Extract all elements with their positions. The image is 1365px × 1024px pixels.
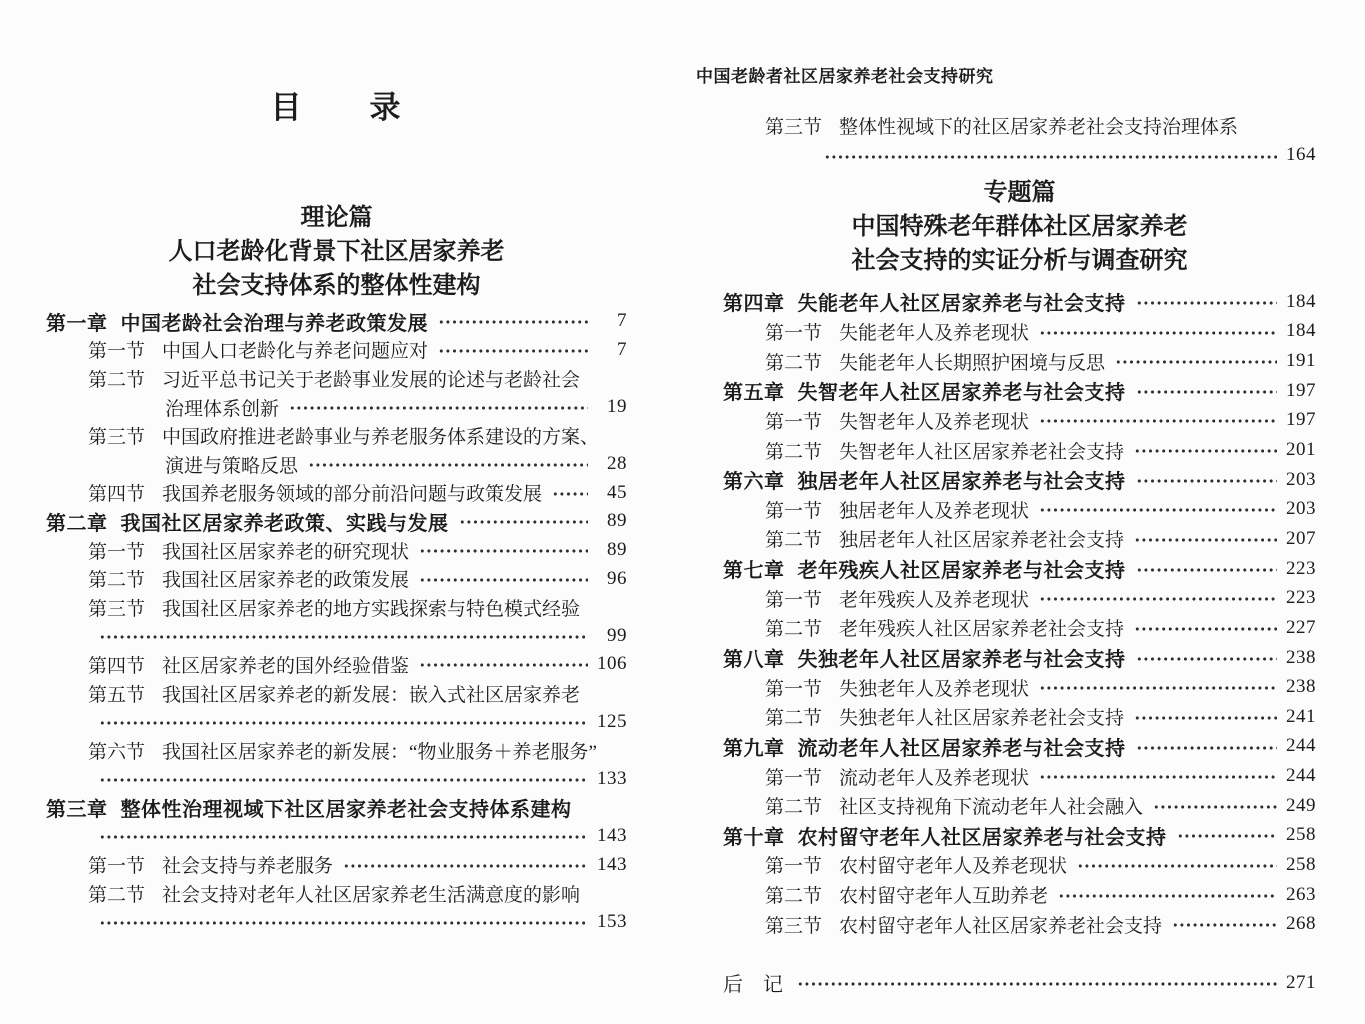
dot-leader xyxy=(1038,672,1277,702)
entry-label: 第十章 xyxy=(723,826,785,849)
toc-section-entry xyxy=(723,317,1316,347)
entry-title: 失独老年人及养老现状 xyxy=(839,678,1030,700)
entry-title: 失能老年人长期照护困境与反思 xyxy=(839,352,1106,374)
entry-label: 第二节 xyxy=(88,884,146,906)
toc-chapter-entry xyxy=(723,732,1316,762)
toc-chapter-entry xyxy=(723,287,1316,317)
entry-label: 第七章 xyxy=(723,560,785,583)
entry-label: 第一节 xyxy=(88,856,146,878)
dot-leader xyxy=(1135,465,1278,495)
entry-label: 第二节 xyxy=(765,886,823,908)
entry-title: 老年残疾人社区居家养老社会支持 xyxy=(839,619,1125,641)
dot-leader xyxy=(418,536,588,565)
page-number: 89 xyxy=(607,510,627,532)
entry-label: 第一节 xyxy=(88,341,146,363)
part-heading-line: 社会支持的实证分析与调查研究 xyxy=(851,248,1188,274)
entry-title: 我国养老服务领域的部分前沿问题与政策发展 xyxy=(162,484,543,506)
toc-chapter-entry xyxy=(723,554,1316,584)
page-number: 28 xyxy=(607,453,627,475)
entry-title: 农村留守老年人社区居家养老与社会支持 xyxy=(797,826,1167,849)
entry-label: 第四节 xyxy=(88,655,146,677)
dot-leader xyxy=(1133,613,1277,643)
dot-leader xyxy=(1038,406,1277,436)
page-number: 19 xyxy=(607,396,627,418)
toc-section-entry xyxy=(723,346,1316,376)
page-number: 45 xyxy=(607,481,627,503)
toc-section-entry xyxy=(46,650,627,679)
page-number: 201 xyxy=(1286,439,1316,461)
entry-label: 第一章 xyxy=(46,312,108,335)
page-number: 164 xyxy=(1286,144,1316,166)
dot-leader xyxy=(98,822,588,851)
dot-leader xyxy=(1135,376,1278,406)
page-number: 258 xyxy=(1286,853,1316,875)
toc-section-entry xyxy=(723,583,1316,613)
toc-section-entry xyxy=(723,672,1316,702)
entry-label: 第三节 xyxy=(765,915,823,937)
page-number: 143 xyxy=(597,853,627,875)
dot-leader xyxy=(437,307,588,336)
dot-leader xyxy=(1038,761,1277,791)
page-number: 197 xyxy=(1286,379,1316,401)
toc-section-entry xyxy=(723,702,1316,732)
part-heading-theory xyxy=(46,201,627,303)
entry-title: 中国政府推进老龄事业与养老服务体系建设的方案、 xyxy=(162,427,600,449)
entry-title: 失独老年人社区居家养老社会支持 xyxy=(839,708,1125,730)
entry-title: 农村留守老年人及养老现状 xyxy=(839,856,1068,878)
part-heading-line: 理论篇 xyxy=(300,205,373,231)
page-number: 238 xyxy=(1286,676,1316,698)
dot-leader xyxy=(98,622,588,651)
backmatter-label: 后 记 xyxy=(723,974,783,997)
dot-leader xyxy=(1135,732,1278,762)
page-number: 184 xyxy=(1286,290,1316,312)
entry-label: 第三节 xyxy=(88,427,146,449)
entry-title: 治理体系创新 xyxy=(165,398,280,420)
dot-leader xyxy=(823,141,1277,171)
part-heading-line: 社会支持体系的整体性建构 xyxy=(192,273,481,299)
toc-continuation-line xyxy=(46,907,627,936)
page-number: 241 xyxy=(1286,705,1316,727)
entry-label: 第六节 xyxy=(88,741,146,763)
entry-label: 第二节 xyxy=(765,619,823,641)
entry-title: 失能老年人社区居家养老与社会支持 xyxy=(797,293,1126,316)
dot-leader xyxy=(1133,524,1277,554)
entry-label: 第三节 xyxy=(88,598,146,620)
entry-title: 农村留守老年人互助养老 xyxy=(839,886,1049,908)
entry-label: 第一节 xyxy=(88,541,146,563)
entry-title: 中国人口老龄化与养老问题应对 xyxy=(162,341,429,363)
entry-label: 第四节 xyxy=(88,484,146,506)
dot-leader xyxy=(796,968,1277,998)
page-number: 249 xyxy=(1286,794,1316,816)
page-number: 258 xyxy=(1286,824,1316,846)
toc-section-entry xyxy=(723,406,1316,436)
part-heading-line: 中国特殊老年群体社区居家养老 xyxy=(851,214,1188,240)
entry-title: 社区支持视角下流动老年人社会融入 xyxy=(839,797,1144,819)
toc-continuation-line xyxy=(46,765,627,794)
dot-leader xyxy=(288,393,588,422)
toc-section-entry xyxy=(723,494,1316,524)
dot-leader xyxy=(307,450,588,479)
left-page xyxy=(46,0,627,1024)
entry-title: 整体性视域下的社区居家养老社会支持治理体系 xyxy=(839,117,1239,139)
dot-leader xyxy=(1038,317,1277,347)
toc-section-entry xyxy=(46,736,627,765)
toc-continuation-line xyxy=(46,707,627,736)
part-heading-line: 人口老龄化背景下社区居家养老 xyxy=(168,239,505,265)
page-number: 99 xyxy=(607,624,627,646)
entry-title: 我国社区居家养老的研究现状 xyxy=(162,541,410,563)
entry-label: 第二节 xyxy=(765,797,823,819)
toc-section-entry xyxy=(46,336,627,365)
toc-chapter-entry xyxy=(723,376,1316,406)
backmatter-entry xyxy=(723,968,1316,998)
page-number: 244 xyxy=(1286,765,1316,787)
dot-leader xyxy=(1133,702,1277,732)
page-title: 目 录 xyxy=(270,90,403,125)
dot-leader xyxy=(1038,583,1277,613)
entry-label: 第二节 xyxy=(765,530,823,552)
right-page xyxy=(696,0,1316,1024)
entry-title: 独居老年人及养老现状 xyxy=(839,500,1030,522)
page-number: 184 xyxy=(1286,320,1316,342)
toc-continuation-line xyxy=(46,450,627,479)
toc-section-entry xyxy=(723,613,1316,643)
entry-title: 我国社区居家养老的政策发展 xyxy=(162,570,410,592)
dot-leader xyxy=(98,907,588,936)
toc-chapter-entry xyxy=(723,465,1316,495)
running-header: 中国老龄者社区居家养老社会支持研究 xyxy=(696,67,994,86)
entry-title: 我国社区居家养老政策、实践与发展 xyxy=(120,512,449,535)
entry-title: 流动老年人及养老现状 xyxy=(839,767,1030,789)
dot-leader xyxy=(1152,791,1277,821)
page-number: 203 xyxy=(1286,468,1316,490)
toc-section-entry xyxy=(723,850,1316,880)
entry-label: 第五章 xyxy=(723,382,785,405)
entry-label: 第九章 xyxy=(723,737,785,760)
page-number: 263 xyxy=(1286,883,1316,905)
entry-label: 第一节 xyxy=(765,500,823,522)
page-number: 89 xyxy=(607,539,627,561)
dot-leader xyxy=(418,650,588,679)
toc-continuation-line xyxy=(46,622,627,651)
dot-leader xyxy=(342,850,588,879)
entry-label: 第五节 xyxy=(88,684,146,706)
page-number: 238 xyxy=(1286,646,1316,668)
right-toc-entries xyxy=(723,287,1316,939)
entry-title: 农村留守老年人社区居家养老社会支持 xyxy=(839,915,1163,937)
toc-chapter-entry xyxy=(46,793,627,822)
toc-section-entry xyxy=(723,111,1316,141)
entry-title: 社会支持与养老服务 xyxy=(162,856,334,878)
dot-leader xyxy=(1038,494,1277,524)
toc-section-entry xyxy=(46,850,627,879)
right-carryover-entries xyxy=(723,111,1316,170)
toc-chapter-entry xyxy=(46,307,627,336)
page-number: 244 xyxy=(1286,735,1316,757)
entry-title: 演进与策略反思 xyxy=(165,455,299,477)
toc-section-entry xyxy=(46,479,627,508)
toc-section-entry xyxy=(46,879,627,908)
page-number: 106 xyxy=(597,653,627,675)
entry-title: 失独老年人社区居家养老与社会支持 xyxy=(797,649,1126,671)
page-number: 143 xyxy=(597,824,627,846)
page-number: 197 xyxy=(1286,409,1316,431)
toc-continuation-line xyxy=(46,822,627,851)
dot-leader xyxy=(1076,850,1277,880)
entry-label: 第六章 xyxy=(723,471,785,494)
entry-title: 老年残疾人社区居家养老与社会支持 xyxy=(797,560,1126,583)
page-number: 133 xyxy=(597,767,627,789)
toc-section-entry xyxy=(723,761,1316,791)
entry-label: 第一节 xyxy=(765,856,823,878)
page-number: 227 xyxy=(1286,616,1316,638)
dot-leader xyxy=(437,336,588,365)
toc-section-entry xyxy=(46,593,627,622)
page-number: 271 xyxy=(1286,971,1316,993)
entry-label: 第一节 xyxy=(765,678,823,700)
toc-section-entry xyxy=(46,679,627,708)
page-number: 268 xyxy=(1286,913,1316,935)
toc-continuation-line xyxy=(723,141,1316,171)
dot-leader xyxy=(418,564,588,593)
toc-continuation-line xyxy=(46,393,627,422)
entry-label: 第二节 xyxy=(765,441,823,463)
dot-leader xyxy=(98,765,588,794)
backmatter xyxy=(723,968,1316,998)
entry-title: 整体性治理视域下社区居家养老社会支持体系建构 xyxy=(120,798,572,821)
toc-section-entry xyxy=(723,909,1316,939)
entry-label: 第二节 xyxy=(765,352,823,374)
page-number: 7 xyxy=(617,338,627,360)
entry-label: 第一节 xyxy=(765,589,823,611)
dot-leader xyxy=(98,707,588,736)
toc-section-entry xyxy=(723,791,1316,821)
toc-chapter-entry xyxy=(46,507,627,536)
page-number: 223 xyxy=(1286,557,1316,579)
page-number: 191 xyxy=(1286,350,1316,372)
entry-title: 我国社区居家养老的地方实践探索与特色模式经验 xyxy=(162,598,581,620)
dot-leader xyxy=(551,479,588,508)
toc-chapter-entry xyxy=(723,643,1316,673)
dot-leader xyxy=(1133,435,1277,465)
entry-label: 第四章 xyxy=(723,293,785,316)
entry-title: 独居老年人社区居家养老与社会支持 xyxy=(797,471,1126,494)
dot-leader xyxy=(1135,554,1278,584)
toc-section-entry xyxy=(46,536,627,565)
entry-title: 失能老年人及养老现状 xyxy=(839,322,1030,344)
entry-title: 习近平总书记关于老龄事业发展的论述与老龄社会 xyxy=(162,369,581,391)
part-heading-special xyxy=(723,176,1316,278)
entry-title: 我国社区居家养老的新发展：“物业服务＋养老服务” xyxy=(162,741,597,763)
toc-chapter-entry xyxy=(723,821,1316,851)
toc-section-entry xyxy=(46,564,627,593)
toc-section-entry xyxy=(723,880,1316,910)
entry-title: 失智老年人社区居家养老社会支持 xyxy=(839,441,1125,463)
dot-leader xyxy=(1057,880,1277,910)
entry-label: 第三节 xyxy=(765,117,823,139)
page-number: 203 xyxy=(1286,498,1316,520)
page-number: 153 xyxy=(597,910,627,932)
dot-leader xyxy=(1171,909,1277,939)
left-toc-entries xyxy=(46,307,627,936)
entry-label: 第一节 xyxy=(765,322,823,344)
entry-title: 独居老年人社区居家养老社会支持 xyxy=(839,530,1125,552)
entry-label: 第八章 xyxy=(723,649,785,671)
entry-label: 第一节 xyxy=(765,411,823,433)
entry-title: 流动老年人社区居家养老与社会支持 xyxy=(797,737,1126,760)
dot-leader xyxy=(1176,821,1278,851)
dot-leader xyxy=(1135,643,1278,673)
entry-title: 老年残疾人及养老现状 xyxy=(839,589,1030,611)
entry-title: 失智老年人社区居家养老与社会支持 xyxy=(797,382,1126,405)
toc-section-entry xyxy=(46,364,627,393)
toc-section-entry xyxy=(723,524,1316,554)
entry-label: 第二节 xyxy=(88,369,146,391)
entry-title: 我国社区居家养老的新发展：嵌入式社区居家养老 xyxy=(162,684,581,706)
dot-leader xyxy=(1114,346,1277,376)
entry-title: 社区居家养老的国外经验借鉴 xyxy=(162,655,410,677)
page-number: 96 xyxy=(607,567,627,589)
entry-title: 社会支持对老年人社区居家养老生活满意度的影响 xyxy=(162,884,581,906)
part-heading-line: 专题篇 xyxy=(983,180,1056,206)
toc-section-entry xyxy=(723,435,1316,465)
toc-section-entry xyxy=(46,421,627,450)
entry-label: 第二节 xyxy=(765,708,823,730)
entry-label: 第一节 xyxy=(765,767,823,789)
entry-label: 第二章 xyxy=(46,512,108,535)
dot-leader xyxy=(458,507,589,536)
dot-leader xyxy=(1135,287,1278,317)
entry-title: 失智老年人及养老现状 xyxy=(839,411,1030,433)
entry-title: 中国老龄社会治理与养老政策发展 xyxy=(120,312,428,335)
page-number: 7 xyxy=(617,310,627,332)
entry-label: 第三章 xyxy=(46,798,108,821)
page-number: 207 xyxy=(1286,527,1316,549)
entry-label: 第二节 xyxy=(88,570,146,592)
page-number: 223 xyxy=(1286,587,1316,609)
page-number: 125 xyxy=(597,710,627,732)
